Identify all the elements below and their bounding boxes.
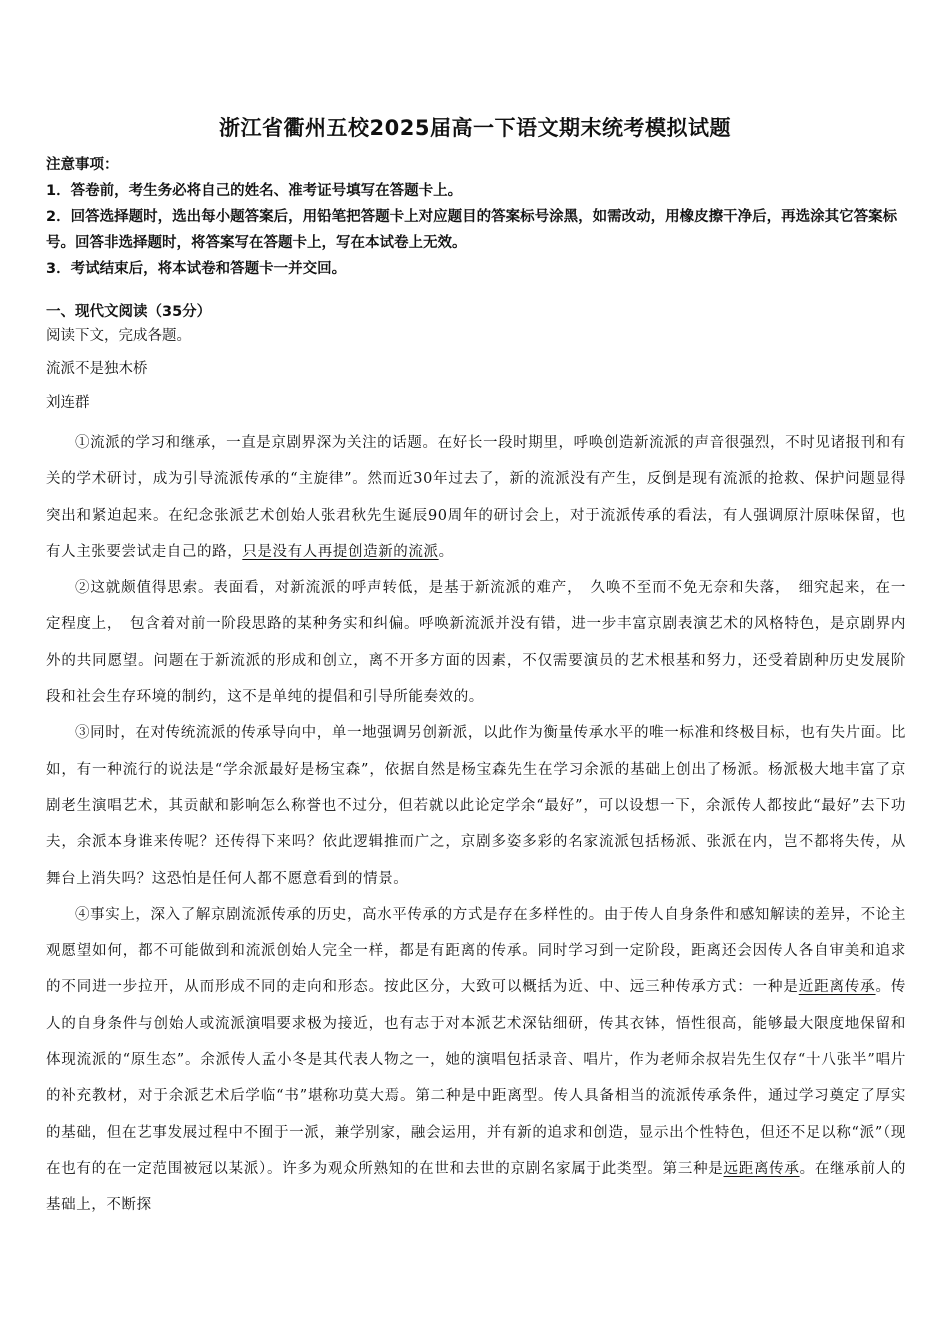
- article-body: [46, 425, 906, 1224]
- article-author: 刘连群: [46, 395, 90, 411]
- exam-title: 浙江省衢州五校2025届高一下语文期末统考模拟试题: [219, 116, 731, 140]
- paragraph-4-underlined-far: 远距离传承: [723, 1160, 800, 1177]
- paragraph-1-end: 。: [438, 543, 454, 560]
- section-heading: 一、现代文阅读（35分）: [46, 304, 212, 320]
- article-title: 流派不是独木桥: [46, 361, 148, 377]
- paragraph-4-text-end: 。在继承前人的基础上，不断探: [46, 1160, 907, 1214]
- paragraph-1-text: ①流派的学习和继承，一直是京剧界深为关注的话题。在好长一段时期里，呼唤创造新流派的声音很强烈，不时见诸报刊和有关的学术研讨，成为引导流派传承的“主旋律”。然而近30年过去了，新的流派没有产生，反倒是现有流派的抢救、保护问题显得突出和紧迫起来。在纪念张派艺术创始人张君秋先生诞辰90周年的研讨会上，对于流派传承的看法，有人强调原汁原味保留，也有人主张要尝试走自己的路，: [46, 435, 906, 560]
- paragraph-4: [46, 897, 906, 1224]
- paragraph-4-underlined-near: 近距离传承: [798, 979, 876, 996]
- notice-item-3: 3．考试结束后，将本试卷和答题卡一并交回。: [46, 261, 347, 277]
- notice-heading: 注意事项：: [46, 157, 119, 173]
- paragraph-2: ②这就颇值得思索。表面看，对新流派的呼声转低，是基于新流派的难产， 久唤不至而不免无奈和失落， 细究起来，在一定程度上， 包含着对前一阶段思路的某种务实和纠偏。呼唤新流派并没有错，进一步丰富京剧表演艺术的风格特色，是京剧界内外的共同愿望。问题在于新流派的形成和创立，离不开多方面的因素，不仅需要演员的艺术根基和努力，还受着剧种历史发展阶段和社会生存环境的制约，这不是单纯的提倡和引导所能奏效的。: [46, 580, 906, 706]
- notice-item-2: 2．回答选择题时，选出每小题答案后，用铅笔把答题卡上对应题目的答案标号涂黑，如需改动，用橡皮擦干净后，再选涂其它答案标号。回答非选择题时，将答案写在答题卡上，写在本试卷上无效。: [46, 209, 898, 251]
- notice-block: [46, 152, 906, 282]
- paragraph-3: ③同时，在对传统流派的传承导向中，单一地强调另创新派，以此作为衡量传承水平的唯一标准和终极目标，也有失片面。比如，有一种流行的说法是“学余派最好是杨宝森”，依据自然是杨宝森先生在学习余派的基础上创出了杨派。杨派极大地丰富了京剧老生演唱艺术，其贡献和影响怎么称誉也不过分，但若就以此论定学余“最好”，可以设想一下，余派传人都按此“最好”去下功夫，余派本身谁来传呢？还传得下来吗？依此逻辑推而广之，京剧多姿多彩的名家流派包括杨派、张派在内，岂不都将失传，从舞台上消失吗？这恐怕是任何人都不愿意看到的情景。: [46, 725, 906, 887]
- paragraph-4-text-middle: 。传人的自身条件与创始人或流派演唱要求极为接近，也有志于对本派艺术深钻细研，传其衣钵，悟性很高，能够最大限度地保留和体现流派的“原生态”。余派传人孟小冬是其代表人物之一，她的演唱包括录音、唱片，作为老师余叔岩先生仅存“十八张半”唱片的补充教材，对于余派艺术后学临“书”堪称功莫大焉。第二种是中距离型。传人具备相当的流派传承条件，通过学习奠定了厚实的基础，但在艺事发展过程中不囿于一派，兼学别家，融会运用，并有新的追求和创造，显示出个性特色，但还不足以称“派”（现在也有的在一定范围被冠以某派）。许多为观众所熟知的在世和去世的京剧名家属于此类型。第三种是: [46, 979, 906, 1177]
- paragraph-4-text: ④事实上，深入了解京剧流派传承的历史，高水平传承的方式是存在多样性的。由于传人自身条件和感知解读的差异，不论主观愿望如何，都不可能做到和流派创始人完全一样，都是有距离的传承。同时学习到一定阶段，距离还会因传人各自审美和追求的不同进一步拉开，从而形成不同的走向和形态。按此区分，大致可以概括为近、中、远三种传承方式：一种是: [46, 906, 906, 996]
- paragraph-1-underlined: 只是没有人再提创造新的流派: [242, 543, 439, 560]
- reading-instruction: 阅读下文，完成各题。: [46, 328, 191, 344]
- notice-item-1: 1．答卷前，考生务必将自己的姓名、准考证号填写在答题卡上。: [46, 183, 463, 199]
- paragraph-1: [46, 425, 906, 570]
